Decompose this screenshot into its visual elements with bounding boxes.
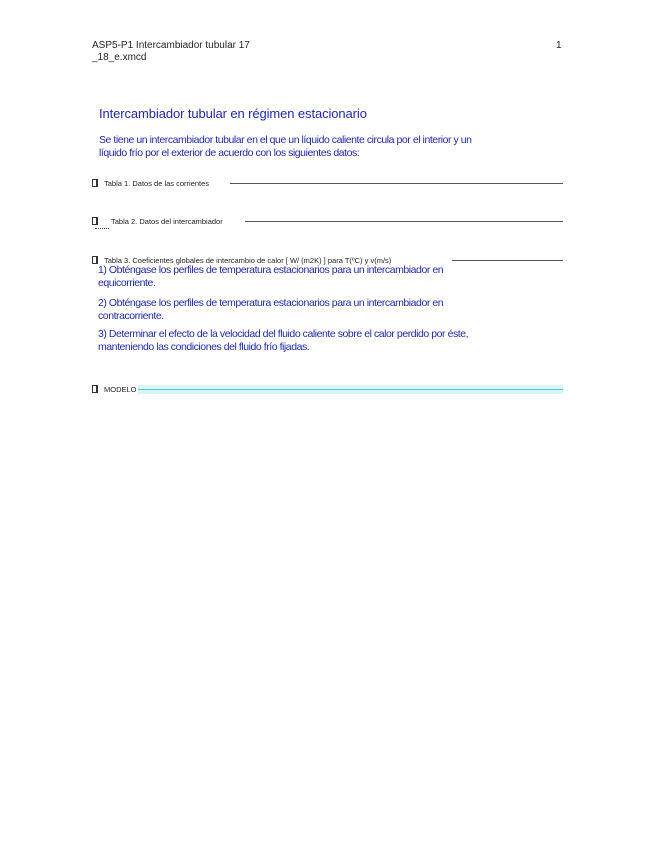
region-label: Tabla 3. Coeficientes globales de intercambio de calor [ W/ (m2K) ] para T(ºC) y v(m/s) [104, 256, 392, 265]
region-collapse-icon[interactable] [92, 385, 98, 393]
file-name-line-2: _18_e.xmcd [92, 52, 147, 63]
region-divider [245, 221, 563, 222]
question-2: 2) Obténgase los perfiles de temperatura estacionarios para un intercambiador en contracorriente. [98, 297, 444, 322]
file-name-header [92, 40, 250, 64]
region-collapse-icon[interactable] [92, 179, 98, 187]
region-label: Tabla 1. Datos de las corrientes [104, 179, 210, 188]
document-title: Intercambiador tubular en régimen estacionario [99, 106, 367, 121]
region-modelo[interactable] [92, 385, 563, 395]
question-3: 3) Determinar el efecto de la velocidad del fluido caliente sobre el calor perdido por éste, manteniendo las condiciones del fluido frío fijadas. [98, 328, 469, 353]
region-label: Tabla 2. Datos del intercambiador [111, 217, 223, 226]
region-label: MODELO [104, 385, 137, 394]
page-number: 1 [556, 40, 562, 51]
region-divider [452, 260, 563, 261]
file-name-line-1: ASP5-P1 Intercambiador tubular 17 [92, 40, 250, 51]
question-1: 1) Obténgase los perfiles de temperatura estacionarios para un intercambiador en equicorriente. [98, 264, 444, 289]
intro-paragraph: Se tiene un intercambiador tubular en el que un líquido caliente circula por el interior y un líquido frío por el exterior de acuerdo con los siguientes datos: [99, 134, 472, 159]
region-divider [138, 389, 563, 390]
region-expand-icon[interactable] [92, 217, 98, 225]
region-divider [230, 183, 563, 184]
region-collapse-icon[interactable] [92, 256, 98, 264]
